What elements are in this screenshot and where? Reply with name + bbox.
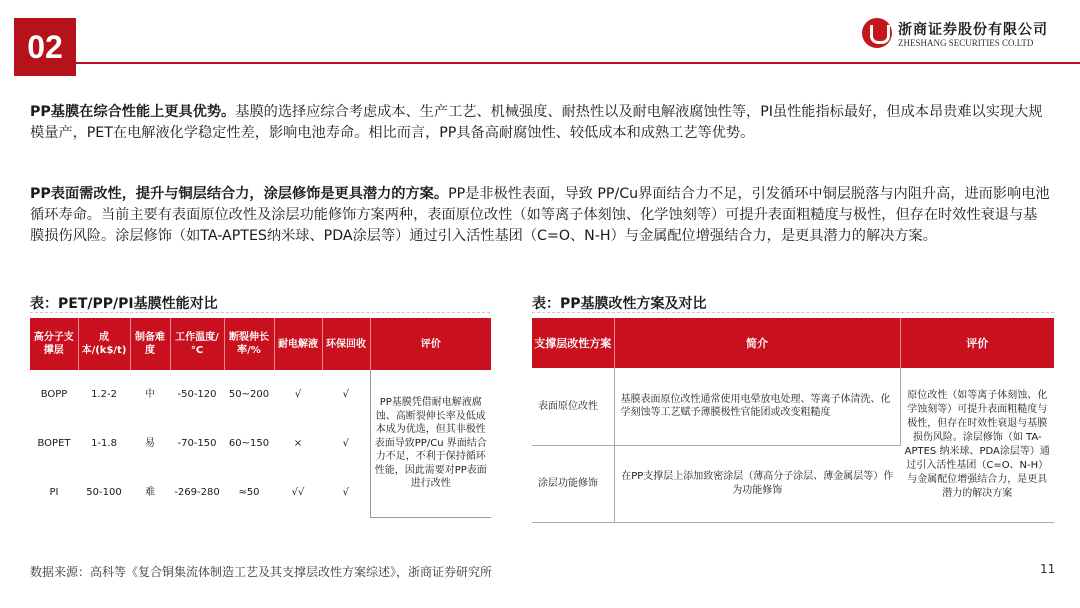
modification-scheme-table — [532, 318, 1054, 523]
logo-mark-icon — [862, 18, 892, 48]
substrate-comparison-table — [30, 318, 491, 518]
table1-title-divider — [30, 312, 490, 313]
table-cell: 易 — [145, 438, 155, 449]
scheme-name-cell: 表面原位改性 — [532, 368, 614, 445]
table-row — [532, 368, 1054, 445]
paragraph-pp-modification — [30, 184, 1050, 247]
table-cell: √√ — [291, 487, 305, 498]
scheme-name-cell: 涂层功能修饰 — [532, 445, 614, 522]
table-cell: -269-280 — [174, 487, 220, 498]
paragraph-body: PP是非极性表面，导致 PP/Cu界面结合力不足，引发循环中铜层脱落与内阻升高，进而影响电池循环寿命。当前主要有表面原位改性及涂层功能修饰方案两种，表面原位改性（如等离子体刻蚀、化学蚀刻等）可提升表面粗糙度与极性，但存在时效性衰退与基膜损伤风险。涂层修饰（如TA-APTES纳米球、PDA涂层等）通过引入活性基团（C=O、N-H）与金属配位增强结合力，是更具潜力的解决方案。 — [30, 186, 1050, 244]
paragraph-body: 基膜的选择应综合考虑成本、生产工艺、机械强度、耐热性以及耐电解液腐蚀性等，PI虽性能指标最好，但成本昂贵难以实现大规模量产，PET在电解液化学稳定性差，影响电池寿命。相比而言，PP具备高耐腐蚀性、较低成本和成熟工艺等优势。 — [30, 104, 1043, 141]
logo-chinese-name: 浙商证券股份有限公司 — [898, 22, 1048, 38]
table-header-row — [30, 318, 491, 370]
table-header-row — [532, 318, 1054, 368]
table-cell: 60~150 — [228, 438, 270, 449]
paragraph-lead: PP基膜在综合性能上更具优势。 — [30, 104, 236, 120]
table-cell: 50-100 — [86, 487, 122, 498]
page-number: 11 — [1040, 562, 1056, 576]
table-cell: ≈50 — [238, 487, 260, 498]
table-cell: BOPP — [40, 389, 68, 400]
scheme-intro-cell: 基膜表面原位改性通常使用电晕放电处理、等离子体清洗、化学刻蚀等工艺赋予薄膜极性官能团或改变粗糙度 — [614, 368, 900, 445]
table2-title: 表：PP基膜改性方案及对比 — [532, 296, 707, 312]
table-row — [30, 370, 491, 419]
section-number-badge: 02 — [14, 18, 76, 76]
table-cell: 难 — [145, 487, 155, 498]
column-header: 高分子支撑层 — [30, 318, 78, 370]
table-cell: 1.2-2 — [91, 389, 117, 400]
table-cell: BOPET — [37, 438, 71, 449]
table2-title-divider — [532, 312, 1054, 313]
column-header: 评价 — [370, 318, 491, 370]
column-header: 耐电解液 — [274, 318, 322, 370]
column-header: 制备难度 — [130, 318, 170, 370]
table-cell: -70-150 — [177, 438, 217, 449]
paragraph-pp-advantage — [30, 102, 1050, 144]
table-cell: √ — [342, 389, 349, 400]
logo-english-name: ZHESHANG SECURITIES CO.LTD — [898, 38, 1034, 48]
table-cell: √ — [294, 389, 302, 400]
table-cell: √ — [342, 438, 349, 449]
table-cell: √ — [342, 487, 349, 498]
data-source-note: 数据来源：高科等《复合铜集流体制造工艺及其支撑层改性方案综述》，浙商证券研究所 — [30, 565, 493, 579]
table-cell: -50-120 — [177, 389, 217, 400]
header-divider — [76, 62, 1080, 64]
column-header: 断裂伸长率/% — [224, 318, 274, 370]
column-header: 简介 — [614, 318, 900, 368]
table-cell: 中 — [145, 389, 155, 400]
evaluation-cell: PP基膜凭借耐电解液腐蚀、高断裂伸长率及低成本成为优选，但其非极性表面导致PP/Cu 界面结合力不足，不利于保持循环性能，因此需要对PP表面进行改性 — [370, 370, 491, 517]
evaluation-cell: 原位改性（如等离子体刻蚀、化学蚀刻等）可提升表面粗糙度与极性，但存在时效性衰退与基膜损伤风险。涂层修饰（如 TA-APTES 纳米球、PDA涂层等）通过引入活性基团（C=O、N-H）与金属配位增强结合力，是更具潜力的解决方案 — [900, 368, 1054, 522]
paragraph-lead: PP表面需改性，提升与铜层结合力，涂层修饰是更具潜力的方案。 — [30, 186, 449, 202]
column-header: 支撑层改性方案 — [532, 318, 614, 368]
table-cell: PI — [49, 487, 59, 498]
company-logo — [862, 18, 1072, 52]
table-cell: × — [293, 438, 303, 449]
column-header: 工作温度/°C — [170, 318, 224, 370]
table-cell: 50~200 — [228, 389, 270, 400]
column-header: 成本/(k$/t) — [78, 318, 130, 370]
table1-title: 表：PET/PP/PI基膜性能对比 — [30, 296, 218, 312]
column-header: 评价 — [900, 318, 1054, 368]
scheme-intro-cell: 在PP支撑层上添加致密涂层（薄高分子涂层、薄金属层等）作为功能修饰 — [614, 445, 900, 522]
column-header: 环保回收 — [322, 318, 370, 370]
table-cell: 1-1.8 — [91, 438, 117, 449]
